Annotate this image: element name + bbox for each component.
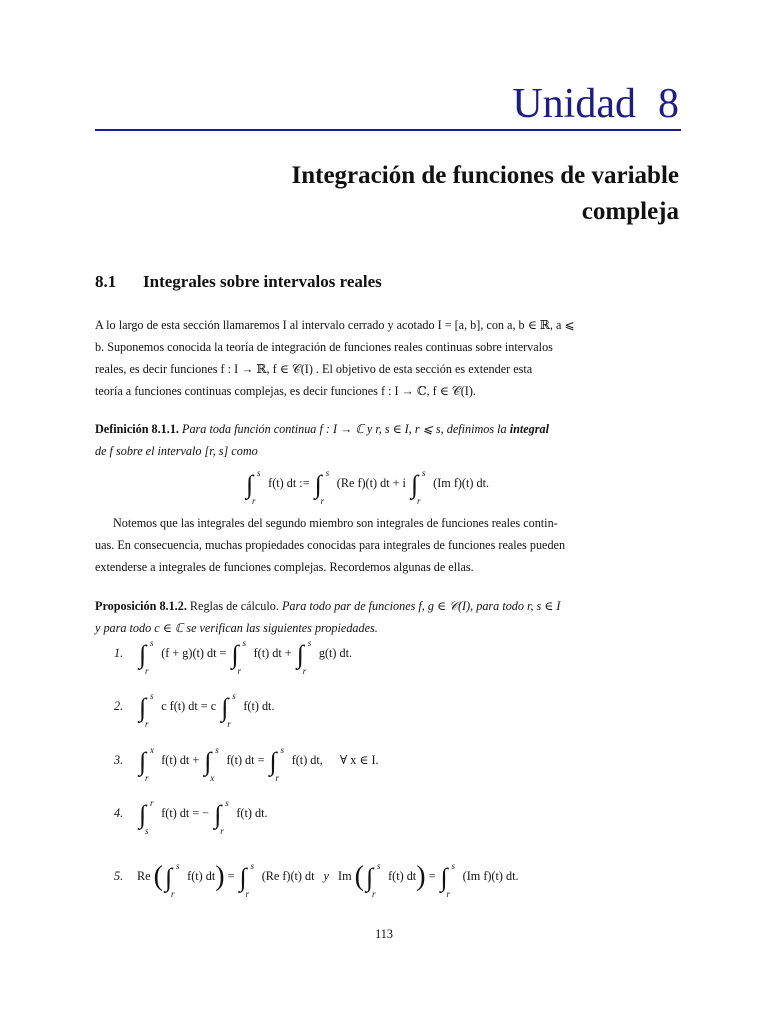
right-paren: ) bbox=[215, 861, 225, 892]
rule-item-4 bbox=[114, 798, 268, 836]
left-paren: ( bbox=[354, 861, 364, 892]
definition-text-b: de f sobre el intervalo [r, s] como bbox=[95, 444, 258, 458]
intro-line-1: A lo largo de esta sección llamaremos I al intervalo cerrado y acotado I = [a, b], con a, b ∈ ℝ, a ⩽ bbox=[95, 318, 575, 332]
definition-label: Definición 8.1.1. bbox=[95, 422, 179, 436]
definition-equation bbox=[244, 468, 490, 506]
item-5-part-b: (Re f)(t) dt bbox=[261, 869, 315, 883]
proposition-name: Reglas de cálculo. bbox=[189, 599, 279, 613]
integral-sign: ∫ s r bbox=[139, 691, 154, 729]
item-5-re: Re bbox=[137, 869, 151, 883]
integral-sign: ∫ s r bbox=[296, 638, 312, 676]
proposition-line-1 bbox=[95, 595, 681, 617]
item-3-quantifier: ∀ x ∈ I. bbox=[339, 753, 379, 767]
rule-item-5 bbox=[114, 861, 519, 899]
intro-line-4: teoría a funciones continuas complejas, es decir funciones f : I → ℂ, f ∈ 𝒞(I). bbox=[95, 384, 476, 398]
item-4-part-b: f(t) dt. bbox=[236, 806, 268, 820]
item-1-part-b: f(t) dt + bbox=[253, 646, 292, 660]
proposition-text-b: y para todo c ∈ ℂ se verifican las siguientes propiedades. bbox=[95, 621, 378, 635]
item-3-part-a: f(t) dt + bbox=[161, 753, 200, 767]
item-number: 3. bbox=[114, 753, 124, 767]
heading-rule bbox=[95, 129, 681, 131]
intro-line-3: reales, es decir funciones f : I → ℝ, f ∈ 𝒞(I) . El objetivo de esta sección es extender esta bbox=[95, 362, 533, 376]
integral-sign: ∫ s r bbox=[139, 638, 154, 676]
integral-sign: ∫ r s bbox=[139, 798, 154, 836]
item-5-im: Im bbox=[338, 869, 352, 883]
integral-sign: ∫ s r bbox=[314, 468, 330, 506]
remark-line-1: Notemos que las integrales del segundo miembro son integrales de funciones reales contin- bbox=[113, 516, 558, 530]
proposition-block bbox=[95, 595, 681, 639]
proposition-text-a: Para todo par de funciones f, g ∈ 𝒞(I), para todo r, s ∈ I bbox=[281, 599, 561, 613]
item-5-equals-2: = bbox=[428, 869, 436, 883]
item-5-equals: = bbox=[227, 869, 235, 883]
integral-sign: ∫ s r bbox=[164, 861, 180, 899]
integral-sign: ∫ x r bbox=[139, 745, 155, 783]
proposition-label: Proposición 8.1.2. bbox=[95, 599, 187, 613]
definition-text-a: Para toda función continua f : I → ℂ y r, s ∈ I, r ⩽ s, definimos la bbox=[182, 422, 507, 436]
item-1-part-a: (f + g)(t) dt = bbox=[161, 646, 227, 660]
left-paren: ( bbox=[153, 861, 163, 892]
integral-sign: ∫ s r bbox=[214, 798, 229, 836]
rule-item-2 bbox=[114, 691, 275, 729]
integral-sign: ∫ s r bbox=[440, 861, 456, 899]
unit-label: Unidad bbox=[512, 81, 636, 127]
right-paren: ) bbox=[416, 861, 426, 892]
integral-sign: ∫ s r bbox=[365, 861, 381, 899]
def-eq-f: f(t) dt := bbox=[268, 476, 310, 490]
integral-sign: ∫ s r bbox=[411, 468, 426, 506]
item-number: 4. bbox=[114, 806, 124, 820]
integral-sign: ∫ s r bbox=[239, 861, 255, 899]
page-number: 113 bbox=[375, 927, 393, 941]
intro-line-2: b. Suponemos conocida la teoría de integración de funciones reales continuas sobre intervalos bbox=[95, 340, 553, 354]
item-2-part-a: c f(t) dt = c bbox=[161, 699, 217, 713]
item-number: 5. bbox=[114, 869, 124, 883]
chapter-title-line2: compleja bbox=[581, 198, 679, 225]
rule-item-3 bbox=[114, 745, 379, 783]
item-number: 1. bbox=[114, 646, 124, 660]
remark-line-3: extenderse a integrales de funciones complejas. Recordemos algunas de ellas. bbox=[95, 560, 474, 574]
chapter-title-line1: Integración de funciones de variable bbox=[291, 162, 679, 189]
definition-block bbox=[95, 418, 681, 462]
item-1-part-c: g(t) dt. bbox=[318, 646, 353, 660]
item-5-part-c: f(t) dt bbox=[388, 869, 417, 883]
section-title: Integrales sobre intervalos reales bbox=[143, 272, 382, 291]
item-3-part-b: f(t) dt = bbox=[226, 753, 265, 767]
unit-number: 8 bbox=[658, 81, 679, 127]
def-eq-im: (Im f)(t) dt. bbox=[433, 476, 490, 490]
def-eq-re: (Re f)(t) dt + i bbox=[336, 476, 406, 490]
definition-line-1 bbox=[95, 418, 681, 440]
unit-heading bbox=[512, 80, 679, 128]
item-3-part-c: f(t) dt, bbox=[291, 753, 323, 767]
intro-paragraph bbox=[95, 314, 681, 402]
section-number: 8.1 bbox=[95, 272, 117, 291]
integral-sign: ∫ s r bbox=[221, 691, 236, 729]
chapter-title bbox=[159, 158, 679, 230]
item-4-part-a: f(t) dt = − bbox=[161, 806, 210, 820]
integral-sign: ∫ s r bbox=[231, 638, 246, 676]
integral-sign: ∫ s r bbox=[269, 745, 285, 783]
rule-item-1 bbox=[114, 638, 353, 676]
integral-sign: ∫ s x bbox=[204, 745, 219, 783]
remark-line-2: uas. En consecuencia, muchas propiedades conocidas para integrales de funciones reales pueden bbox=[95, 538, 566, 552]
item-5-part-d: (Im f)(t) dt. bbox=[462, 869, 519, 883]
item-5-conjunction: y bbox=[323, 869, 329, 883]
section-heading bbox=[95, 272, 382, 292]
item-2-part-b: f(t) dt. bbox=[243, 699, 275, 713]
item-5-part-a: f(t) dt bbox=[187, 869, 216, 883]
remark-paragraph bbox=[95, 512, 681, 578]
definition-keyword: integral bbox=[509, 422, 549, 436]
integral-sign: ∫ s r bbox=[246, 468, 261, 506]
item-number: 2. bbox=[114, 699, 124, 713]
